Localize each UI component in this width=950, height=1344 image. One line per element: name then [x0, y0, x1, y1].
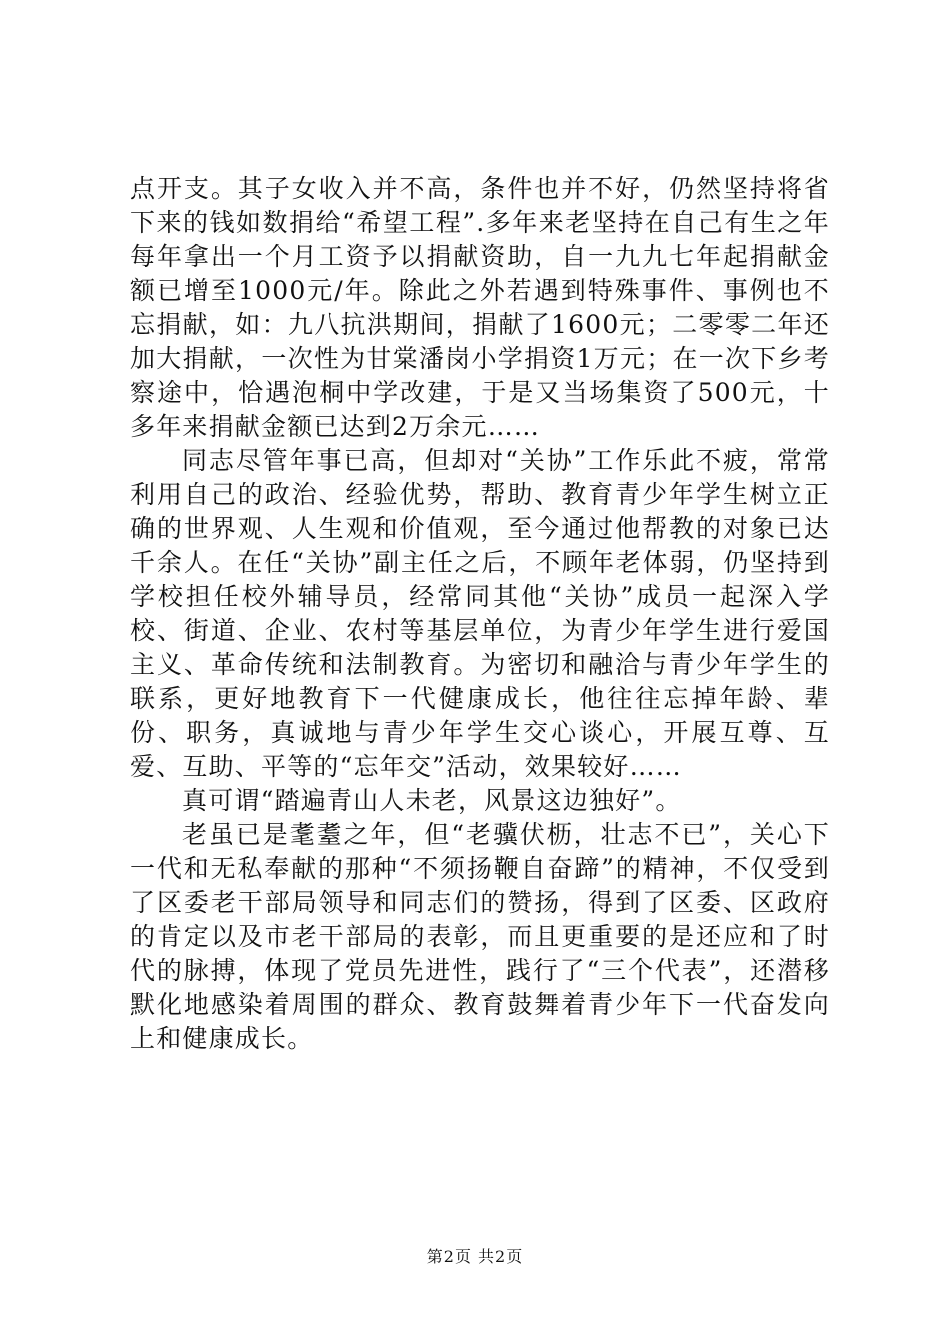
- paragraph-continued: 点开支。其子女收入并不高，条件也并不好，仍然坚持将省下来的钱如数捐给“希望工程”.多年来老坚持在自己有生之年每年拿出一个月工资予以捐献资助，自一九九七年起捐献金额已增至1000元/年。除此之外若遇到特殊事件、事例也不忘捐献，如：九八抗洪期间，捐献了1600元；二零零二年还加大捐献，一次性为甘棠潘岗小学捐资1万元；在一次下乡考察途中，恰遇泡桐中学改建，于是又当场集资了500元，十多年来捐献金额已达到2万余元……: [130, 174, 830, 441]
- document-body: [130, 172, 830, 1056]
- page-number-footer: 第2页 共2页: [426, 1247, 524, 1266]
- paragraph-guanxie-work: 同志尽管年事已高，但却对“关协”工作乐此不疲，常常利用自己的政治、经验优势，帮助、教育青少年学生树立正确的世界观、人生观和价值观，至今通过他帮教的对象已达千余人。在任“关协”副主任之后，不顾年老体弱，仍坚持到学校担任校外辅导员，经常同其他“关协”成员一起深入学校、街道、企业、农村等基层单位，为青少年学生进行爱国主义、革命传统和法制教育。为密切和融洽与青少年学生的联系，更好地教育下一代健康成长，他往往忘掉年龄、辈份、职务，真诚地与青少年学生交心谈心，开展互尊、互爱、互助、平等的“忘年交”活动，效果较好……: [130, 446, 830, 781]
- paragraph-quote: 真可谓“踏遍青山人未老，风景这边独好”。: [182, 786, 682, 815]
- paragraph-conclusion: 老虽已是耄耋之年，但“老骥伏枥，壮志不已”，关心下一代和无私奉献的那种“不须扬鞭自奋蹄”的精神，不仅受到了区委老干部局领导和同志们的赞扬，得到了区委、区政府的肯定以及市老干部局的表彰，而且更重要的是还应和了时代的脉搏，体现了党员先进性，践行了“三个代表”，还潜移默化地感染着周围的群众、教育鼓舞着青少年下一代奋发向上和健康成长。: [130, 820, 830, 1053]
